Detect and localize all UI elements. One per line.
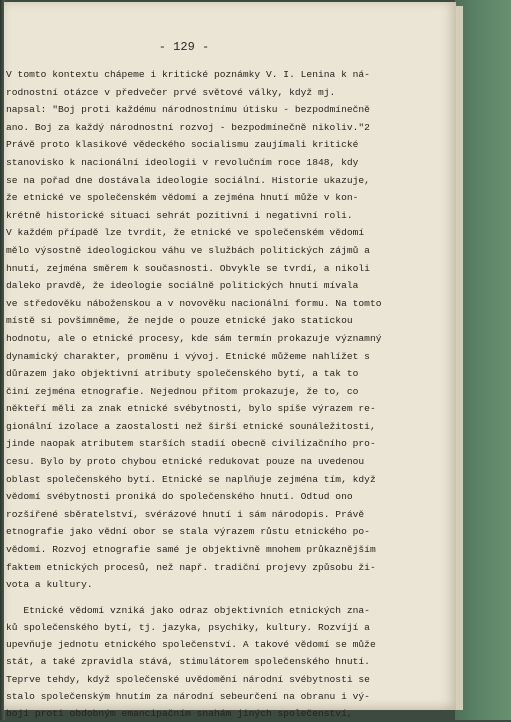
page-number: - 129 -: [158, 40, 210, 54]
text-line: etnografie jako vědní obor se stala výrazem růstu etnického po-: [6, 526, 370, 538]
text-line: stát, a také zpravidla stává, stimulátorem společenského hnutí.: [6, 656, 370, 668]
text-line: že etnické ve společenském vědomí a zejména hnutí může v kon-: [6, 192, 359, 204]
text-line: někteří měli za znak etnické svébytnosti, bylo spíše výrazem re-: [6, 403, 376, 415]
text-line: oblast společenského bytí. Etnické se naplňuje zejména tím, když: [6, 473, 376, 485]
text-line: Právě proto klasikové vědeckého socialismu zaujímali kritické: [6, 139, 359, 151]
paragraph-gap: [4, 594, 450, 602]
text-line: V každém případě lze tvrdit, že etnické ve společenském vědomí: [6, 227, 365, 239]
text-line: jinde naopak atributem starších stadií obecně civilizačního pro-: [6, 438, 376, 450]
text-line: napsal: "Boj proti každému národnostnímu útisku - bezpodmínečně: [6, 104, 370, 116]
text-line: hnutí, zejména směrem k současnosti. Obvykle se tvrdí, a nikoli: [6, 262, 370, 274]
text-line: faktem etnických procesů, než např. tradiční projevy způsobu ži-: [6, 561, 376, 573]
text-line: vota a kultury.: [6, 579, 93, 591]
text-line: ků společenského bytí, tj. jazyka, psychiky, kultury. Rozvíjí a: [6, 622, 370, 633]
text-line: důrazem jako objektivní atributy společenského bytí, a tak to: [6, 368, 359, 380]
text-line: vědomí. Rozvoj etnografie samé je objektivně mnohem průkaznějším: [6, 544, 376, 556]
body-text: [4, 66, 450, 722]
text-line: ano. Boj za každý národnostní rozvoj - bezpodmínečně nikoliv."2: [6, 121, 370, 133]
text-line: se na pořad dne dostávala ideologie sociální. Historie ukazuje,: [6, 174, 370, 186]
text-line: Teprve tehdy, když společenské uvědomění národní svébytnosti se: [6, 673, 370, 685]
paragraph-2: [4, 602, 450, 722]
text-line: rodnostní otázce v předvečer prvé světové války, když mj.: [6, 86, 336, 98]
text-line: činí zejména etnografie. Nejednou přitom prokazuje, že to, co: [6, 385, 359, 397]
text-line: dynamický charakter, proměnu i vývoj. Etnické můžeme nahlížet s: [6, 350, 370, 362]
paragraph-1: [4, 66, 450, 594]
text-line: ve středověku náboženskou a v novověku nacionální formu. Na tomto: [6, 297, 382, 309]
book-page: [4, 2, 456, 719]
text-line: stanovisko k nacionální ideologii v revolučním roce 1848, kdy: [6, 156, 359, 168]
text-line: Etnické vědomí vzniká jako odraz objektivních etnických zna-: [6, 604, 370, 616]
text-line: mělo výsostně ideologickou váhu ve službách politických zájmů a: [6, 244, 370, 256]
text-line: upevňuje jednotu etnického společenství. A takové vědomí se může: [6, 639, 376, 651]
text-line: cesu. Bylo by proto chybou etnické redukovat pouze na uvedenou: [6, 456, 365, 468]
text-line: boji proti obdobným emancipačním snahám jiných společenství,: [6, 707, 353, 719]
text-line: rozšířené sběratelství, svérázové hnutí i sám národopis. Právě: [6, 508, 365, 520]
text-line: hodnotu, ale o etnické procesy, kde sám termín prokazuje významný: [6, 332, 382, 344]
text-line: daleko pravdě, že ideologie sociálně politických hnutí mívala: [6, 280, 359, 292]
text-line: V tomto kontextu chápeme i kritické poznámky V. I. Lenina k ná-: [6, 69, 370, 80]
text-line: vědomí svébytnosti proniká do společenského hnutí. Odtud ono: [6, 491, 353, 503]
text-line: místě si povšimněme, že nejde o pouze etnické jako statickou: [6, 315, 353, 327]
text-line: krétně historické situaci sehrát pozitivní i negativní roli.: [6, 209, 353, 221]
text-line: gionální izolace a zaostalosti než širší etnické sounáležitosti,: [6, 420, 376, 432]
book-cover: [455, 0, 511, 720]
text-line: stalo společenským hnutím za národní sebeurčení na obranu i vý-: [6, 690, 370, 702]
